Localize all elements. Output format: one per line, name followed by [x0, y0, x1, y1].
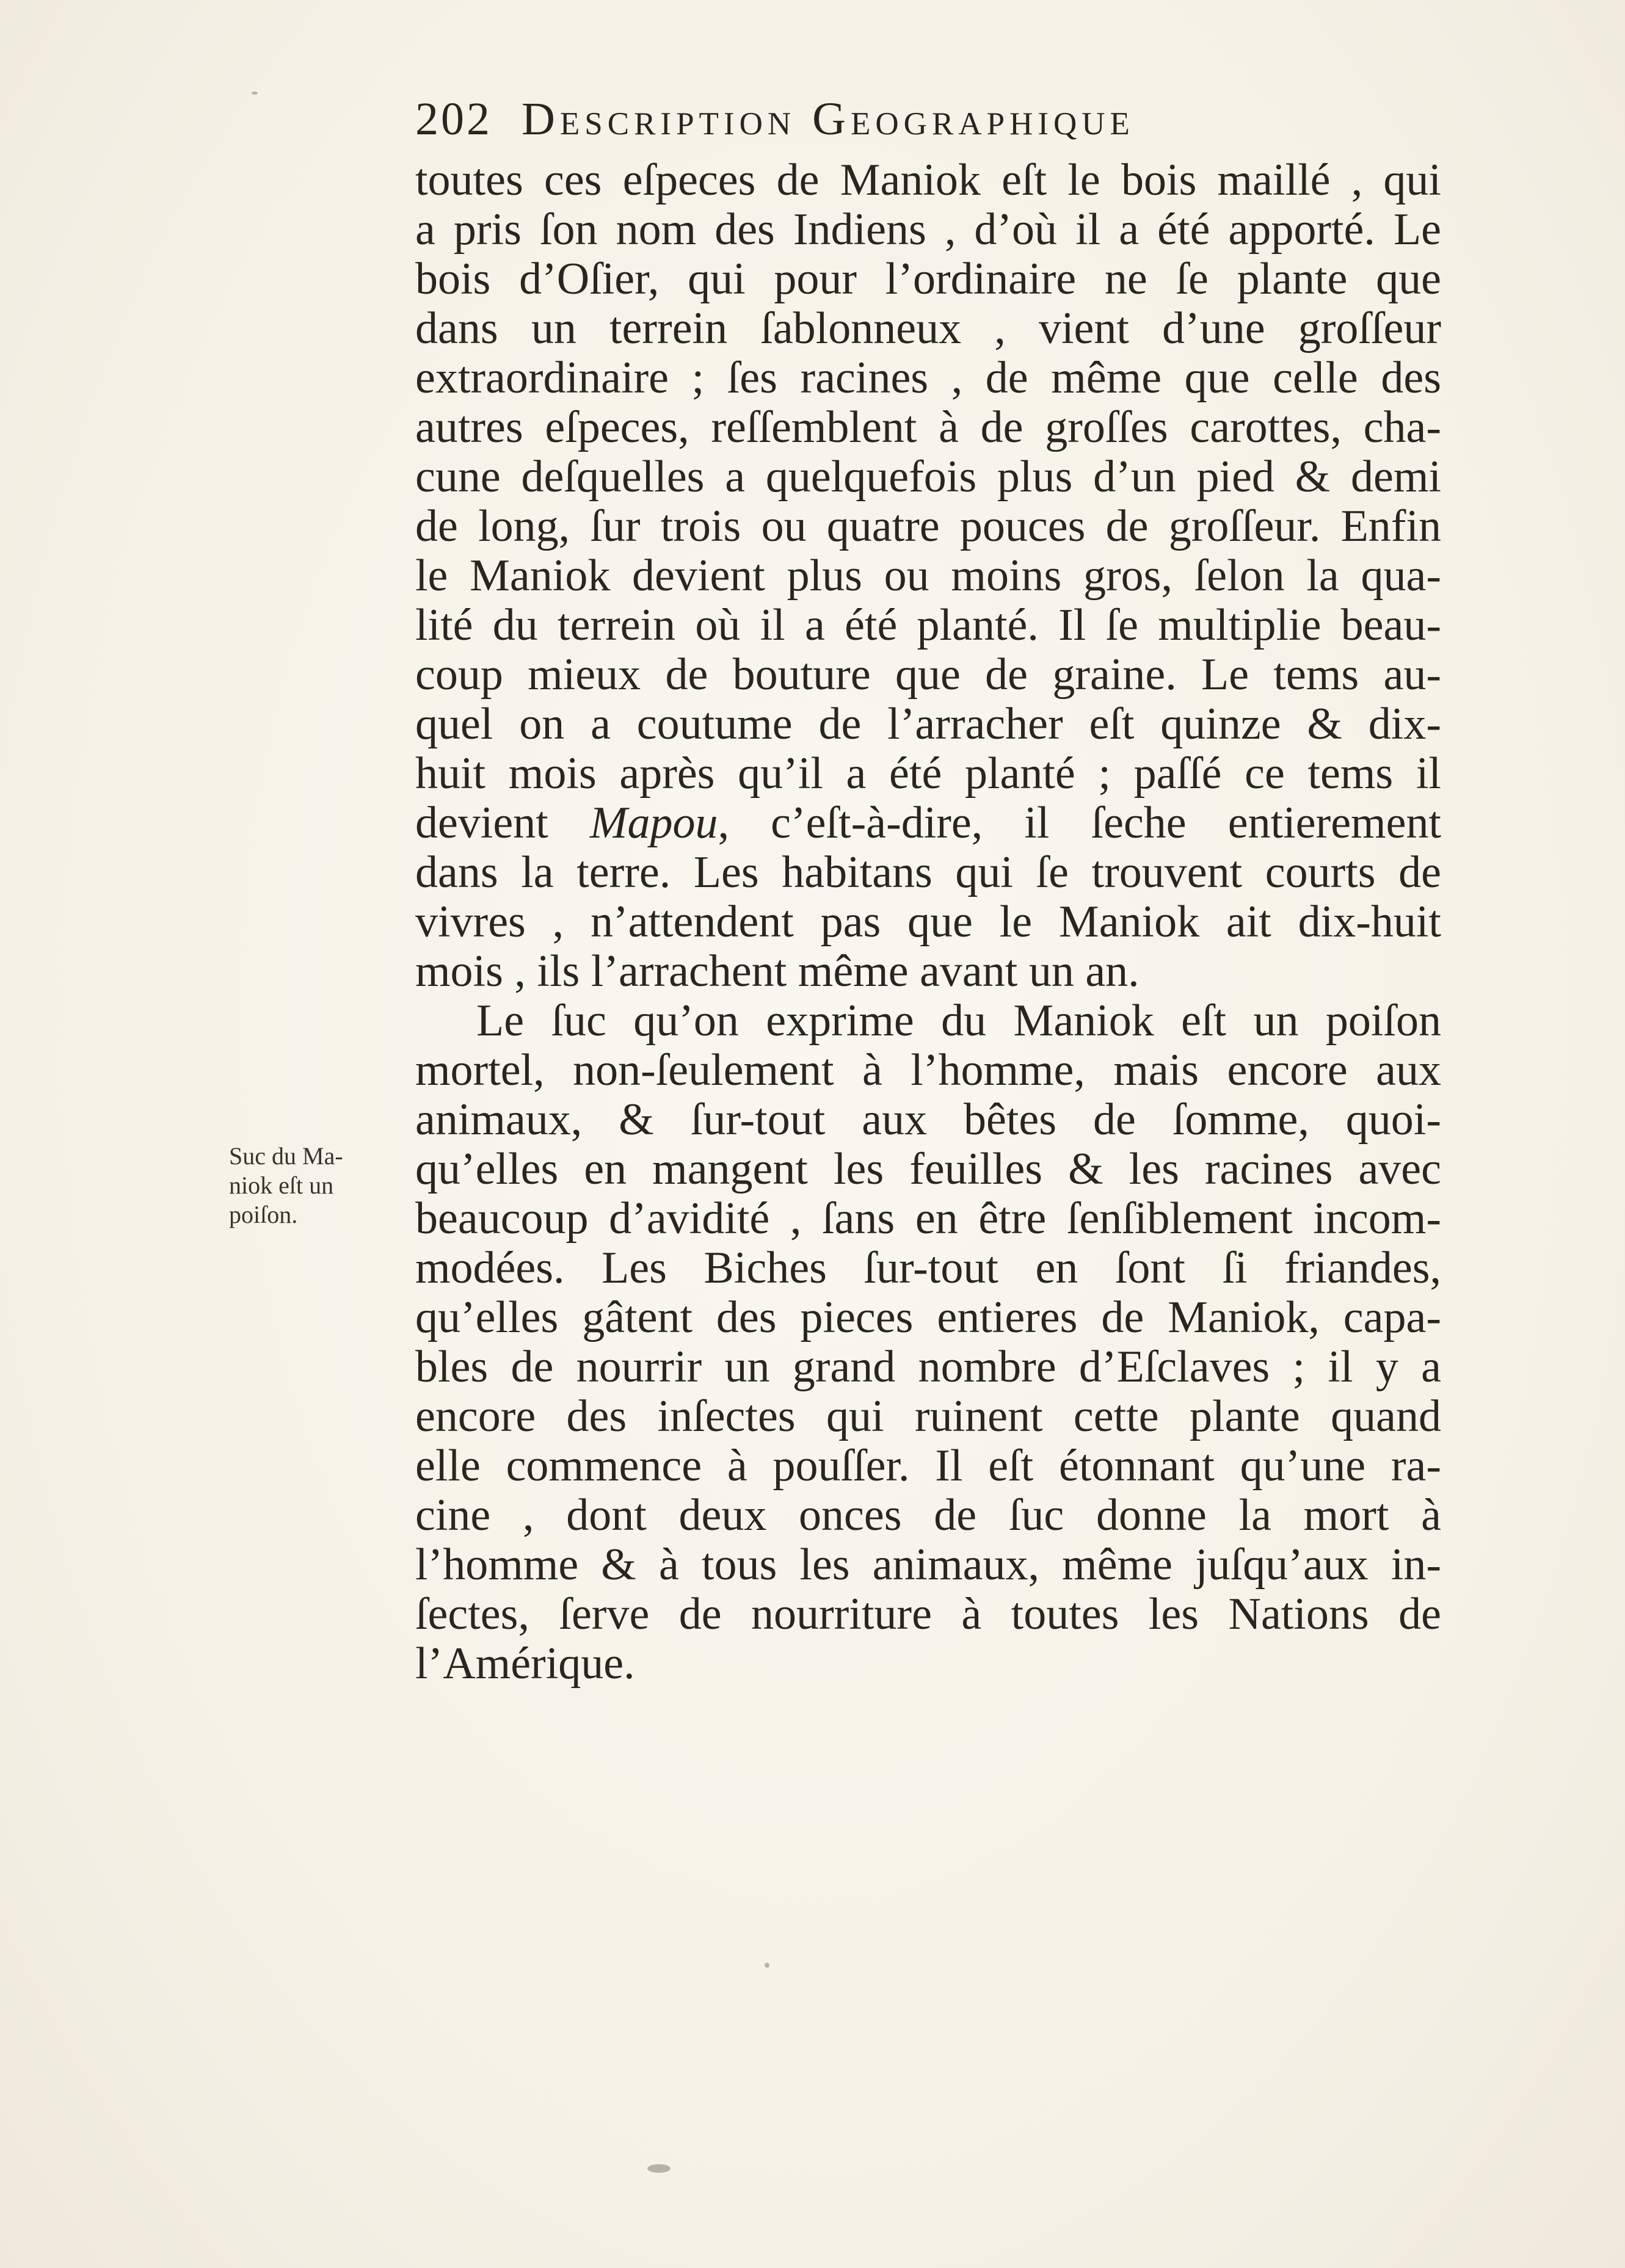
text-line: toutes ces eſpeces de Maniok eſt le bois maillé , qui	[415, 155, 1441, 205]
text-line: dans la terre. Les habitans qui ſe trouvent courts de	[415, 847, 1441, 897]
text-line: qu’elles gâtent des pieces entieres de Maniok, capa-	[415, 1292, 1441, 1342]
text-line: modées. Les Biches ſur-tout en ſont ſi friandes,	[415, 1243, 1441, 1293]
body-text	[415, 156, 1441, 1689]
text-line: qu’elles en mangent les feuilles & les racines avec	[415, 1144, 1441, 1194]
text-line: bles de nourrir un grand nombre d’Eſclaves ; il y a	[415, 1342, 1441, 1392]
text-line: ſectes, ſerve de nourriture à toutes les Nations de	[415, 1589, 1441, 1639]
text-line: dans un terrein ſablonneux , vient d’une groſſeur	[415, 303, 1441, 353]
text-line: vivres , n’attendent pas que le Maniok ait dix-huit	[415, 897, 1441, 947]
text-line: coup mieux de bouture que de graine. Le tems au-	[415, 650, 1441, 700]
text-line: huit mois après qu’il a été planté ; paſſé ce tems il	[415, 748, 1441, 799]
text-line: de long, ſur trois ou quatre pouces de groſſeur. Enfin	[415, 501, 1441, 551]
ink-speck	[252, 92, 258, 95]
paragraph-2	[415, 996, 1441, 1689]
page-number: 202	[415, 93, 492, 145]
ink-speck	[765, 1963, 769, 1968]
text-line: cune deſquelles a quelquefois plus d’un pied & demi	[415, 452, 1441, 502]
italic-term: Mapou	[589, 798, 718, 848]
text-line: Le ſuc qu’on exprime du Maniok eſt un poiſon	[476, 996, 1441, 1046]
text-line: cine , dont deux onces de ſuc donne la mort à	[415, 1490, 1441, 1540]
text-line: mortel, non-ſeulement à l’homme, mais encore aux	[415, 1045, 1441, 1095]
text-line: extraordinaire ; ſes racines , de même que celle des	[415, 353, 1441, 403]
margin-note-line: niok eſt un	[229, 1172, 334, 1199]
text-line: l’Amérique.	[415, 1639, 635, 1689]
text-line	[415, 799, 1441, 848]
margin-note-line: Suc du Ma-	[229, 1142, 343, 1170]
text-line: le Maniok devient plus ou moins gros, ſelon la qua-	[415, 551, 1441, 601]
text-fragment: , c’eſt-à-dire, il ſeche entierement	[718, 798, 1442, 848]
ink-speck	[647, 2164, 671, 2173]
text-line: l’homme & à tous les animaux, même juſqu’aux in-	[415, 1540, 1441, 1590]
text-line: a pris ſon nom des Indiens , d’où il a été apporté. Le	[415, 205, 1441, 255]
page-header	[415, 92, 1368, 147]
paragraph-1	[415, 156, 1441, 996]
text-line: bois d’Oſier, qui pour l’ordinaire ne ſe plante que	[415, 254, 1441, 304]
text-line: quel on a coutume de l’arracher eſt quinze & dix-	[415, 699, 1441, 749]
text-line: autres eſpeces, reſſemblent à de groſſes carottes, cha-	[415, 402, 1441, 452]
text-fragment: devient	[415, 798, 590, 848]
text-line: mois , ils l’arrachent même avant un an.	[415, 946, 1140, 996]
margin-note-line: poiſon.	[229, 1201, 298, 1228]
margin-note	[229, 1142, 412, 1230]
text-line: beaucoup d’avidité , ſans en être ſenſiblement incom-	[415, 1194, 1441, 1244]
running-title: Description Geographique	[522, 93, 1135, 145]
text-line: animaux, & ſur-tout aux bêtes de ſomme, quoi-	[415, 1095, 1441, 1145]
text-line: elle commence à pouſſer. Il eſt étonnant qu’une ra-	[415, 1441, 1441, 1491]
text-line: encore des inſectes qui ruinent cette plante quand	[415, 1391, 1441, 1441]
text-line: lité du terrein où il a été planté. Il ſe multiplie beau-	[415, 600, 1441, 650]
